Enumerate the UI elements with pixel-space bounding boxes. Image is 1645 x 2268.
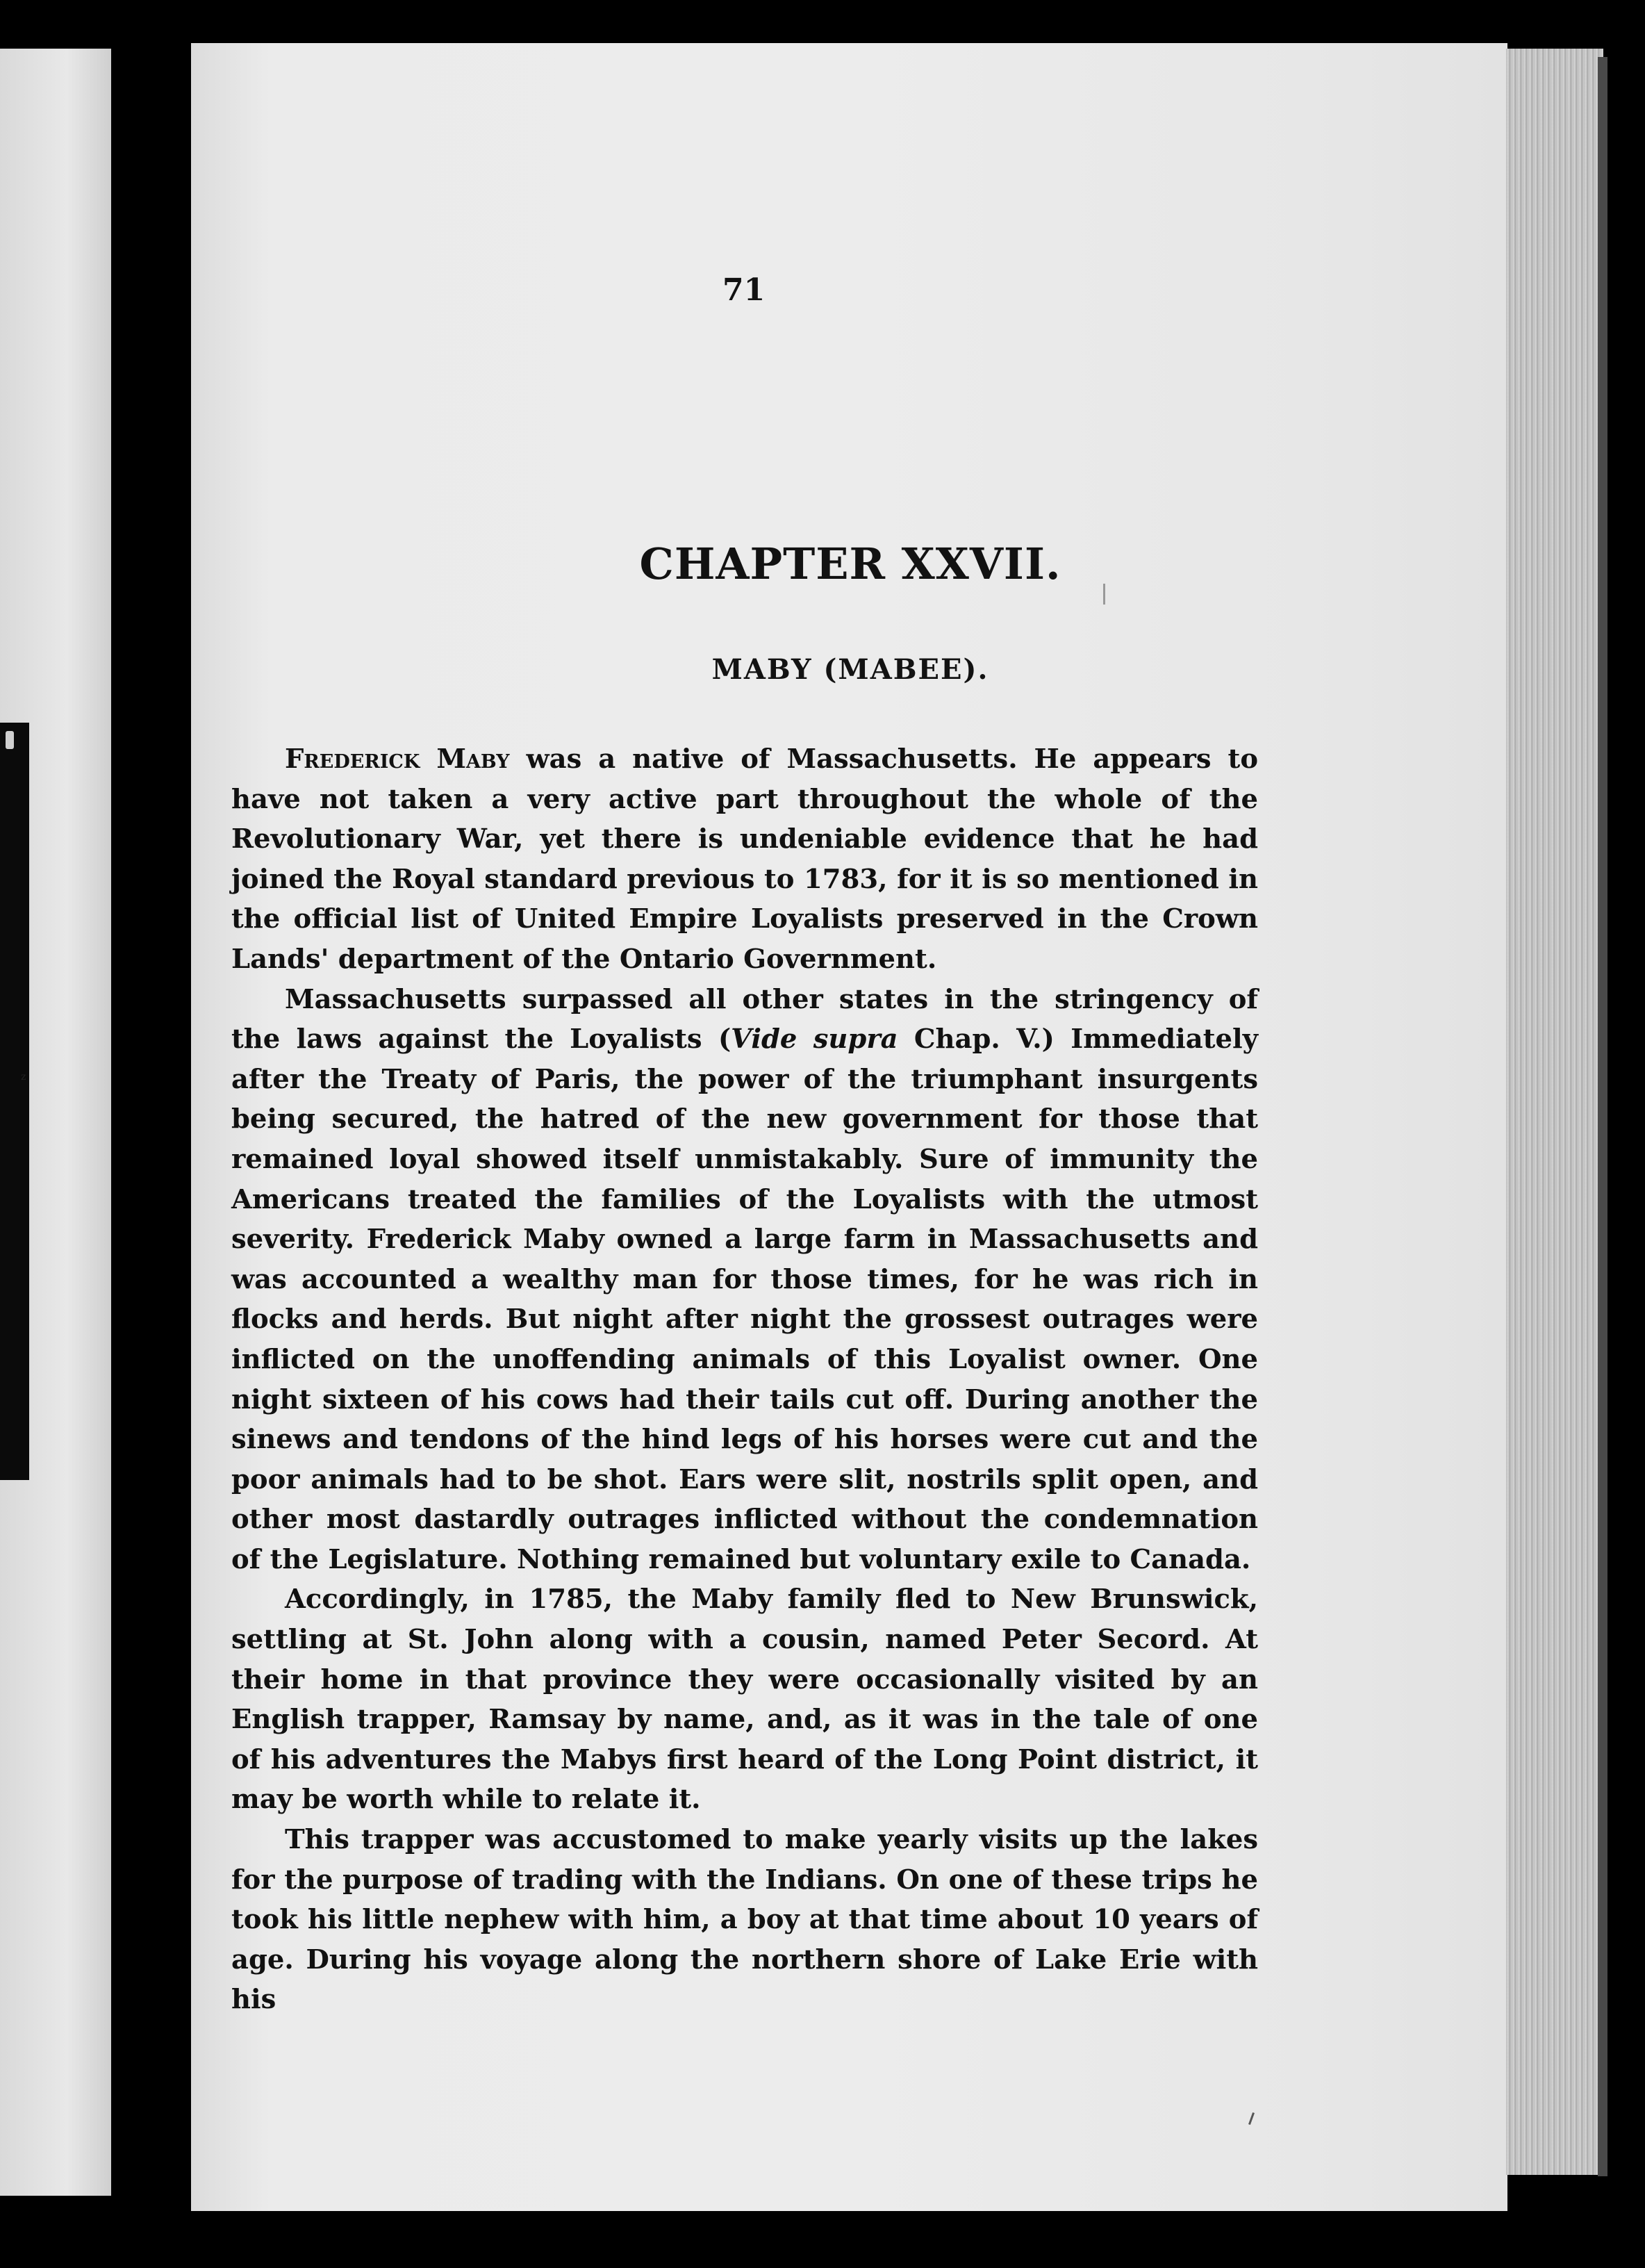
paragraph-lead: Frederick Maby <box>285 743 510 775</box>
section-title: MABY (MABEE). <box>711 653 989 686</box>
previous-page-photo-edge <box>0 723 29 1480</box>
paragraph-3 <box>231 1579 1258 1820</box>
body-text <box>231 739 1258 2020</box>
paragraph-2 <box>231 980 1258 1580</box>
paragraph-text: This trapper was accustomed to make yearly visits up the lakes for the purpose of trading with the Indians. On one of these trips he took his little nephew with him, a boy at that time about 10 years of age. During his voyage along the northern shore of Lake Erie with his <box>231 1824 1258 2016</box>
latin-reference: Vide supra <box>731 1024 898 1055</box>
paragraph-text: Massachusetts surpassed all other states in the stringency of the laws against the Loyalists ( <box>231 983 1258 1055</box>
page-number: 71 <box>722 272 766 308</box>
previous-page-mark: z <box>21 1071 26 1083</box>
page-stack-edge <box>1506 49 1603 2175</box>
chapter-title: CHAPTER XXVII. <box>639 539 1061 589</box>
paragraph-text: Chap. V.) Immediately after the Treaty of Paris, the power of the triumphant insurgents being secured, the hatred of the new government for those that remained loyal showed itself unmistakably. Sure of immunity the Americans treated the families of the Loyalists with the utmost severity. Frederick Maby owned a large farm in Massachusetts and was accounted a wealthy man for those times, for he was rich in flocks and herds. But night after night the grossest outrages were inflicted on the unoffending animals of this Loyalist owner. One night sixteen of his cows had their tails cut off. During another the sinews and tendons of the hind legs of his horses were cut and the poor animals had to be shot. Ears were slit, nostrils split open, and other most dastardly outrages inflicted without the condemnation of the Legislature. Nothing remained but voluntary exile to Canada. <box>231 1024 1258 1575</box>
page-stack-shadow <box>1598 57 1607 2176</box>
paragraph-1 <box>231 739 1258 980</box>
photo-fragment <box>6 731 14 749</box>
paragraph-text: was a native of Massachusetts. He appears to have not taken a very active part throughout the whole of the Revolutionary War, yet there is undeniable evidence that he had joined the Royal standard previous to 1783, for it is so mentioned in the official list of United Empire Loyalists preserved in the Crown Lands' department of the Ontario Government. <box>231 743 1259 975</box>
paragraph-text: Accordingly, in 1785, the Maby family fled to New Brunswick, settling at St. John along with a cousin, named Peter Secord. At their home in that province they were occasionally visited by an English trapper, Ramsay by name, and, as it was in the tale of one of his adventures the Mabys first heard of the Long Point district, it may be worth while to relate it. <box>231 1584 1258 1816</box>
paragraph-4 <box>231 1820 1258 2020</box>
